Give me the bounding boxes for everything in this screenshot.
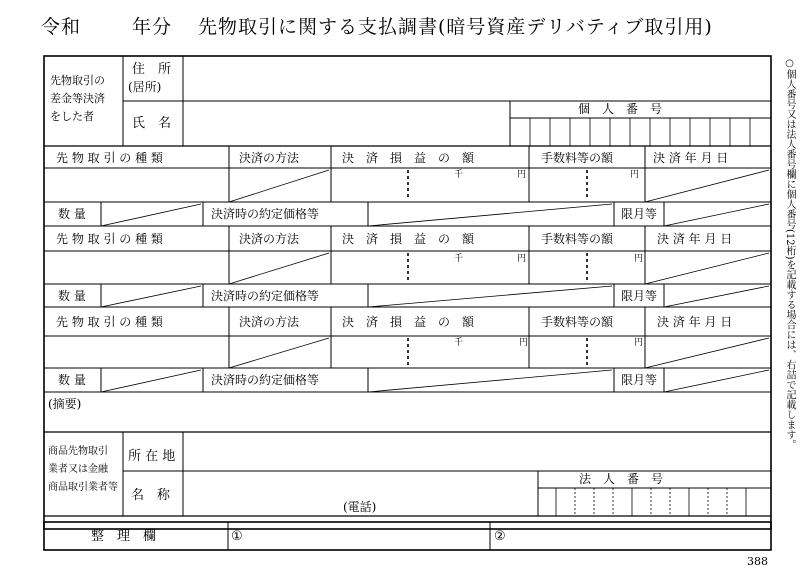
unit-thousand: 千 bbox=[454, 338, 464, 348]
quantity-label: 数 量 bbox=[58, 289, 86, 303]
settlement-date-header: 決 済 年 月 日 bbox=[653, 151, 729, 165]
form-number: 388 bbox=[747, 555, 768, 568]
quantity-label: 数 量 bbox=[58, 373, 86, 387]
settlement-date-header: 決 済 年 月 日 bbox=[657, 232, 733, 246]
admin-label: 整 理 欄 bbox=[91, 529, 157, 544]
admin-field-2-marker: ② bbox=[494, 529, 506, 544]
profit-loss-header: 決 済 損 益 の 額 bbox=[342, 232, 475, 246]
unit-yen: 円 bbox=[519, 338, 529, 348]
name-field[interactable] bbox=[185, 103, 507, 143]
delivery-month-label: 限月等 bbox=[621, 289, 658, 303]
company-label-line3: 商品取引業者等 bbox=[48, 482, 118, 493]
fee-field[interactable] bbox=[531, 253, 643, 282]
fee-header: 手数料等の額 bbox=[541, 315, 614, 329]
form-title: 先物取引に関する支払調書(暗号資産デリバティブ取引用) bbox=[198, 16, 713, 38]
contract-price-label: 決済時の約定価格等 bbox=[211, 207, 320, 221]
fee-field[interactable] bbox=[531, 338, 643, 366]
company-label-line2: 業者又は金融 bbox=[48, 464, 108, 475]
fee-unit-yen: 円 bbox=[630, 170, 640, 180]
settlement-date-header: 決 済 年 月 日 bbox=[657, 315, 733, 329]
fee-field[interactable] bbox=[531, 170, 643, 200]
trade-type-header: 先 物 取 引 の 種 類 bbox=[56, 315, 163, 329]
profit-loss-header: 決 済 損 益 の 額 bbox=[342, 315, 475, 329]
side-note: ○個人番号又は法人番号欄に個人番号(12桁)を記載する場合には、右詰で記載します。 bbox=[784, 58, 795, 450]
settlement-method-header: 決済の方法 bbox=[239, 232, 300, 246]
company-name-label: 名 称 bbox=[131, 488, 171, 503]
year-suffix-label: 年分 bbox=[132, 16, 173, 38]
address-field[interactable] bbox=[185, 58, 767, 98]
trade-type-field[interactable] bbox=[46, 170, 227, 200]
payee-label-line1: 先物取引の bbox=[50, 74, 105, 87]
company-name-field[interactable] bbox=[185, 473, 535, 499]
company-location-field[interactable] bbox=[185, 434, 769, 469]
name-label: 氏 名 bbox=[132, 116, 172, 131]
corporate-number-label: 法 人 番 号 bbox=[579, 472, 664, 486]
fee-unit-yen: 円 bbox=[634, 338, 644, 348]
admin-field-1[interactable] bbox=[250, 524, 488, 548]
era-label: 令和 bbox=[41, 16, 82, 38]
trade-type-header: 先 物 取 引 の 種 類 bbox=[56, 232, 163, 246]
corporate-number-field[interactable] bbox=[539, 489, 769, 515]
phone-label: (電話) bbox=[343, 500, 377, 514]
fee-unit-yen: 円 bbox=[634, 254, 644, 264]
profit-loss-header: 決 済 損 益 の 額 bbox=[342, 151, 475, 165]
unit-thousand: 千 bbox=[454, 254, 464, 264]
residence-label: (居所) bbox=[128, 80, 162, 94]
settlement-method-header: 決済の方法 bbox=[239, 151, 300, 165]
settlement-method-header: 決済の方法 bbox=[239, 315, 300, 329]
unit-yen: 円 bbox=[517, 170, 527, 180]
individual-number-field[interactable] bbox=[511, 119, 770, 145]
admin-field-2[interactable] bbox=[512, 524, 769, 548]
trade-type-field[interactable] bbox=[46, 338, 227, 366]
fee-header: 手数料等の額 bbox=[541, 151, 614, 165]
contract-price-label: 決済時の約定価格等 bbox=[211, 289, 320, 303]
profit-loss-field[interactable] bbox=[333, 253, 527, 282]
fee-header: 手数料等の額 bbox=[541, 232, 614, 246]
trade-type-header: 先 物 取 引 の 種 類 bbox=[56, 151, 163, 165]
trade-type-field[interactable] bbox=[46, 253, 227, 282]
quantity-label: 数 量 bbox=[58, 207, 86, 221]
contract-price-label: 決済時の約定価格等 bbox=[211, 373, 320, 387]
company-location-label: 所 在 地 bbox=[128, 449, 176, 464]
admin-field-1-marker: ① bbox=[231, 529, 243, 544]
remarks-field[interactable] bbox=[46, 412, 769, 430]
payee-label-line2: 差金等決済 bbox=[50, 92, 105, 105]
payee-label-line3: をした者 bbox=[50, 110, 94, 123]
profit-loss-field[interactable] bbox=[333, 338, 527, 366]
address-label: 住 所 bbox=[132, 62, 172, 77]
remarks-label: (摘要) bbox=[48, 397, 82, 411]
individual-number-label: 個 人 番 号 bbox=[578, 102, 663, 116]
unit-thousand: 千 bbox=[454, 170, 464, 180]
company-label-line1: 商品先物取引 bbox=[48, 446, 108, 457]
profit-loss-field[interactable] bbox=[333, 170, 527, 200]
unit-yen: 円 bbox=[517, 254, 527, 264]
delivery-month-label: 限月等 bbox=[621, 373, 658, 387]
delivery-month-label: 限月等 bbox=[621, 207, 658, 221]
